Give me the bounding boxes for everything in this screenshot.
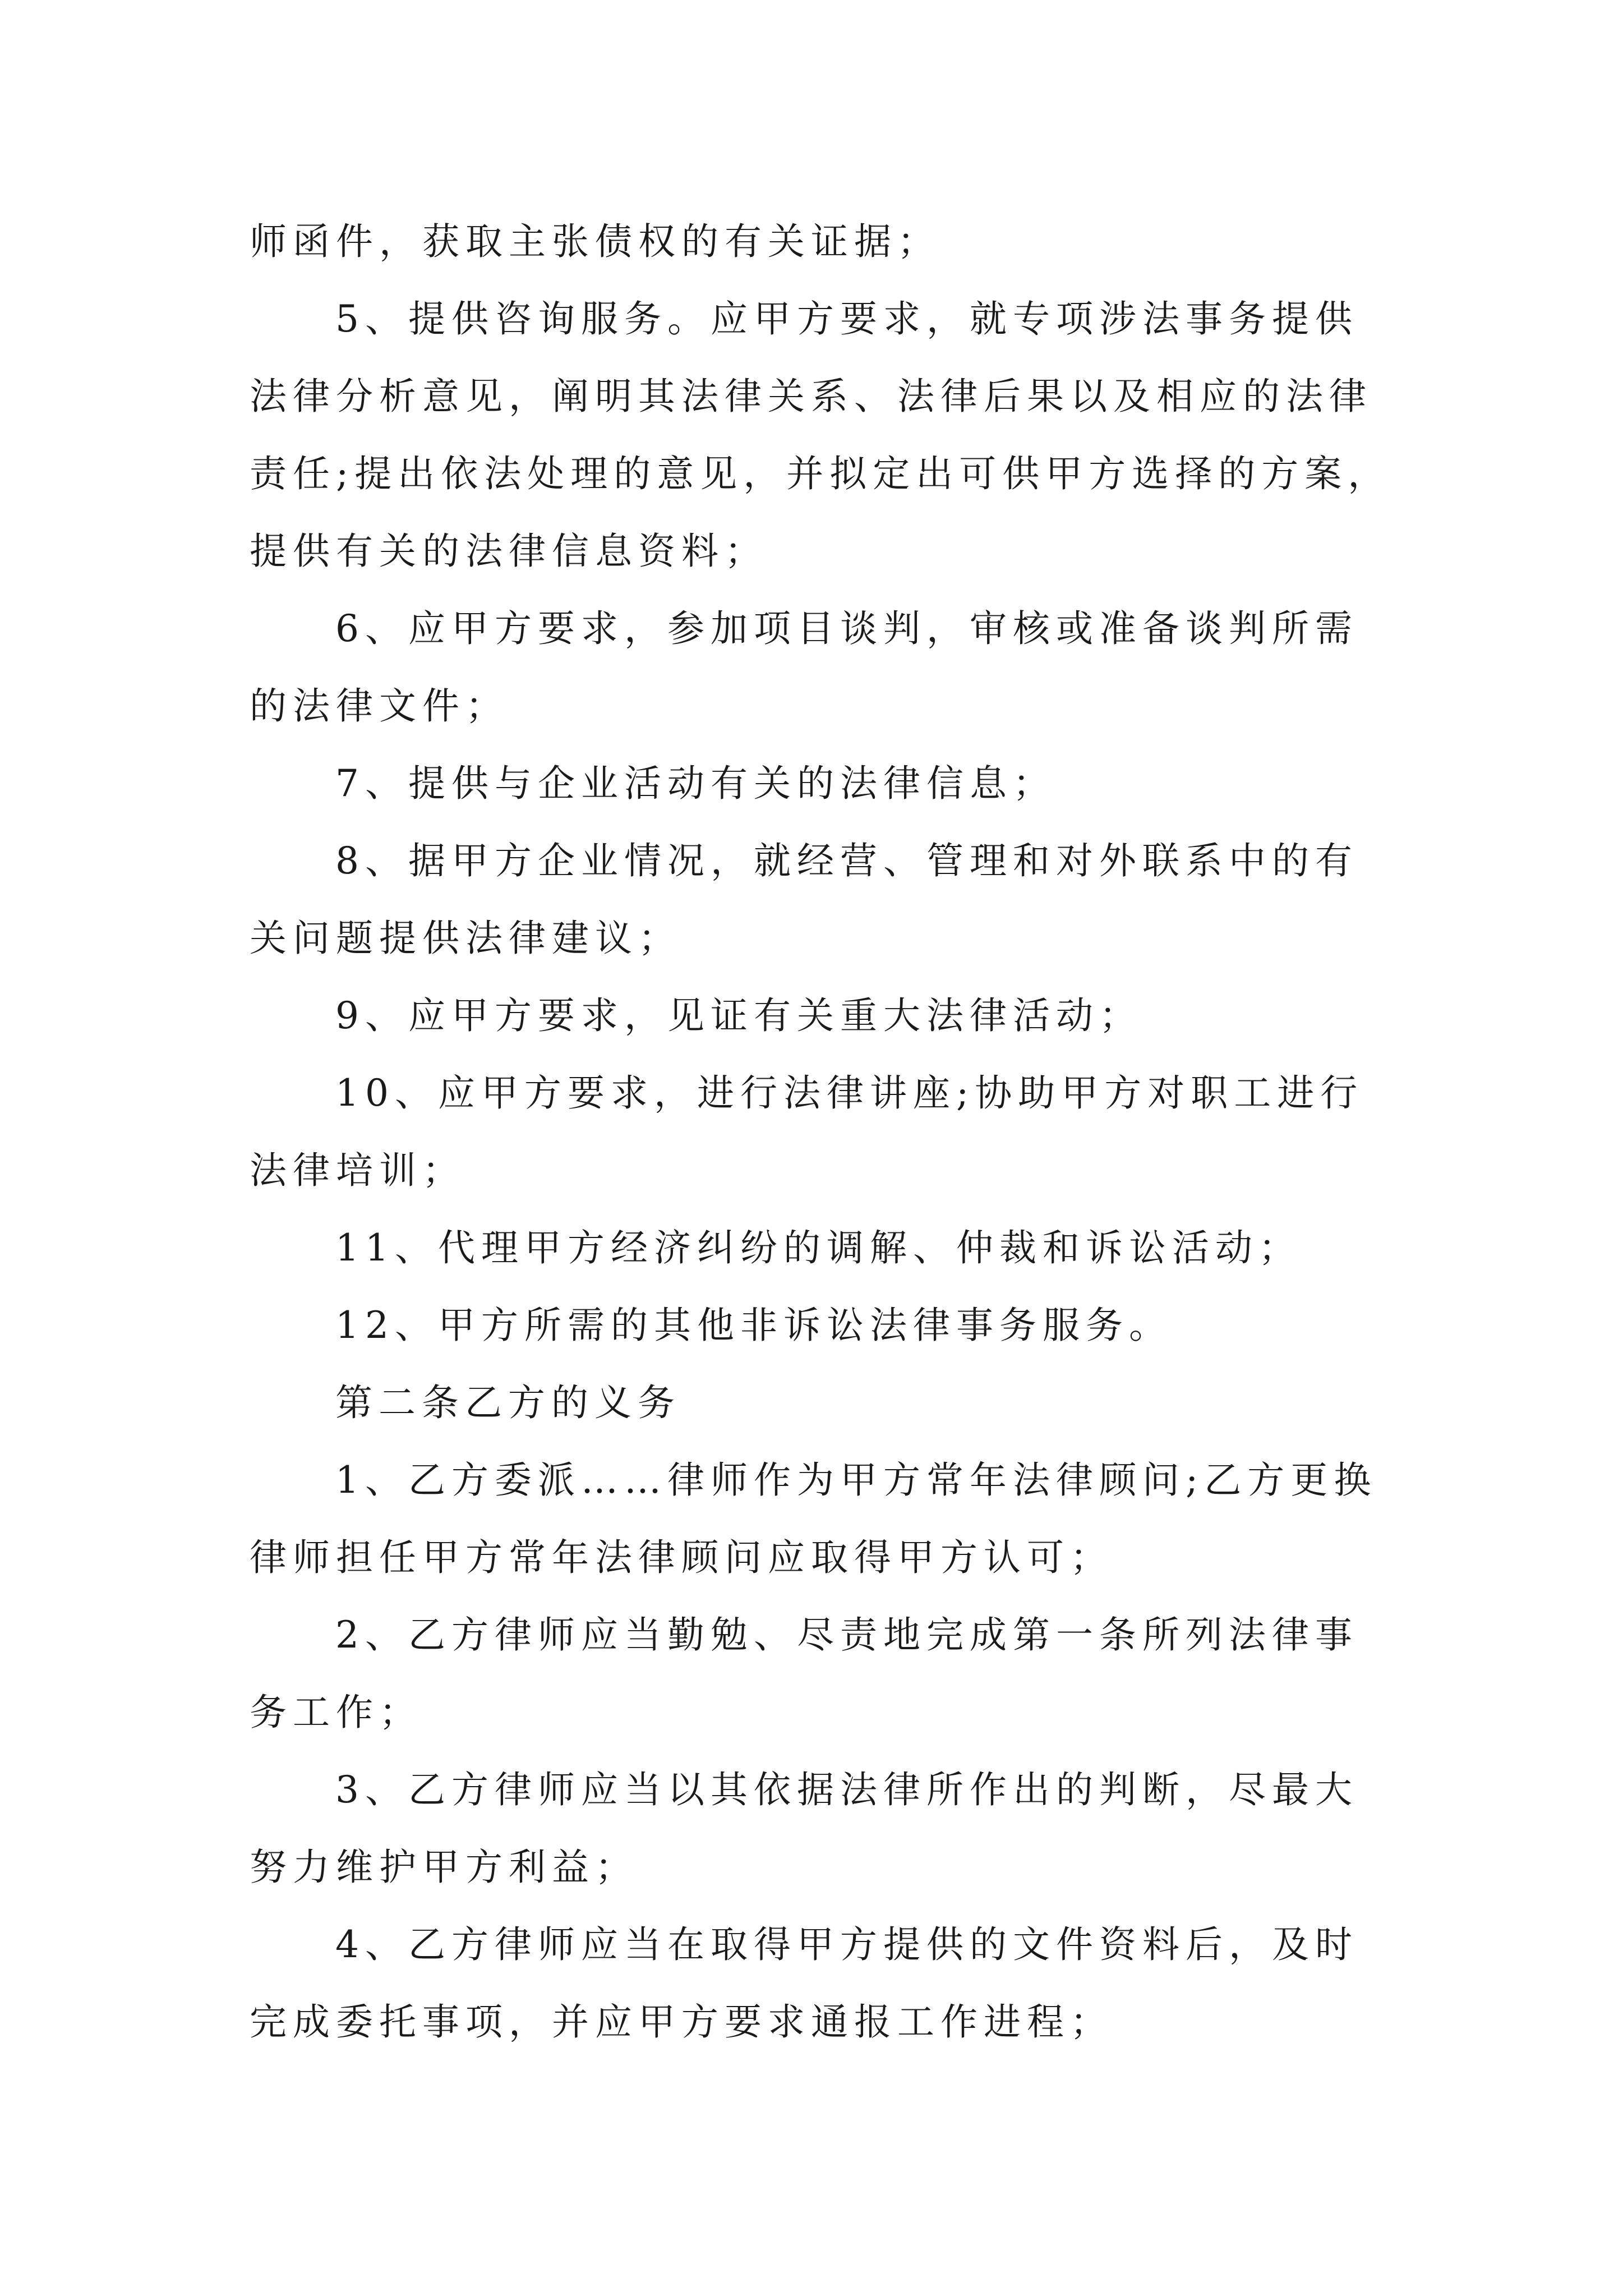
text-line: 法律培训；: [250, 1149, 465, 1192]
text-line: 6、应甲方要求，参加项目谈判，审核或准备谈判所需: [335, 607, 1358, 650]
text-line: 3、乙方律师应当以其依据法律所作出的判断，尽最大: [335, 1768, 1358, 1811]
text-line: 7、提供与企业活动有关的法律信息；: [335, 762, 1056, 805]
text-line: 关问题提供法律建议；: [250, 917, 681, 960]
text-line: 8、据甲方企业情况，就经营、管理和对外联系中的有: [335, 839, 1358, 882]
text-line: 的法律文件；: [250, 684, 509, 728]
text-line: 9、应甲方要求，见证有关重大法律活动；: [335, 994, 1142, 1037]
text-line: 务工作；: [250, 1691, 422, 1734]
text-line: 责任;提出依法处理的意见，并拟定出可供甲方选择的方案，: [250, 452, 1391, 495]
text-line: 完成委托事项，并应甲方要求通报工作进程；: [250, 2000, 1113, 2044]
text-line: 2、乙方律师应当勤勉、尽责地完成第一条所列法律事: [335, 1613, 1358, 1657]
text-line: 4、乙方律师应当在取得甲方提供的文件资料后，及时: [335, 1923, 1358, 1966]
text-line: 法律分析意见，阐明其法律关系、法律后果以及相应的法律: [250, 375, 1372, 418]
text-line: 5、提供咨询服务。应甲方要求，就专项涉法事务提供: [335, 297, 1358, 341]
text-line: 11、代理甲方经济纠纷的调解、仲裁和诉讼活动；: [335, 1226, 1302, 1269]
text-line: 提供有关的法律信息资料；: [250, 530, 768, 573]
text-line: 1、乙方委派……律师作为甲方常年法律顾问;乙方更换: [335, 1458, 1377, 1502]
text-line: 律师担任甲方常年法律顾问应取得甲方认可；: [250, 1536, 1113, 1579]
text-line: 师函件，获取主张债权的有关证据；: [250, 220, 940, 263]
text-line: 10、应甲方要求，进行法律讲座;协助甲方对职工进行: [335, 1071, 1364, 1115]
text-line: 努力维护甲方利益；: [250, 1846, 638, 1889]
section-heading: 第二条乙方的义务: [335, 1381, 681, 1424]
text-line: 12、甲方所需的其他非诉讼法律事务服务。: [335, 1304, 1172, 1347]
